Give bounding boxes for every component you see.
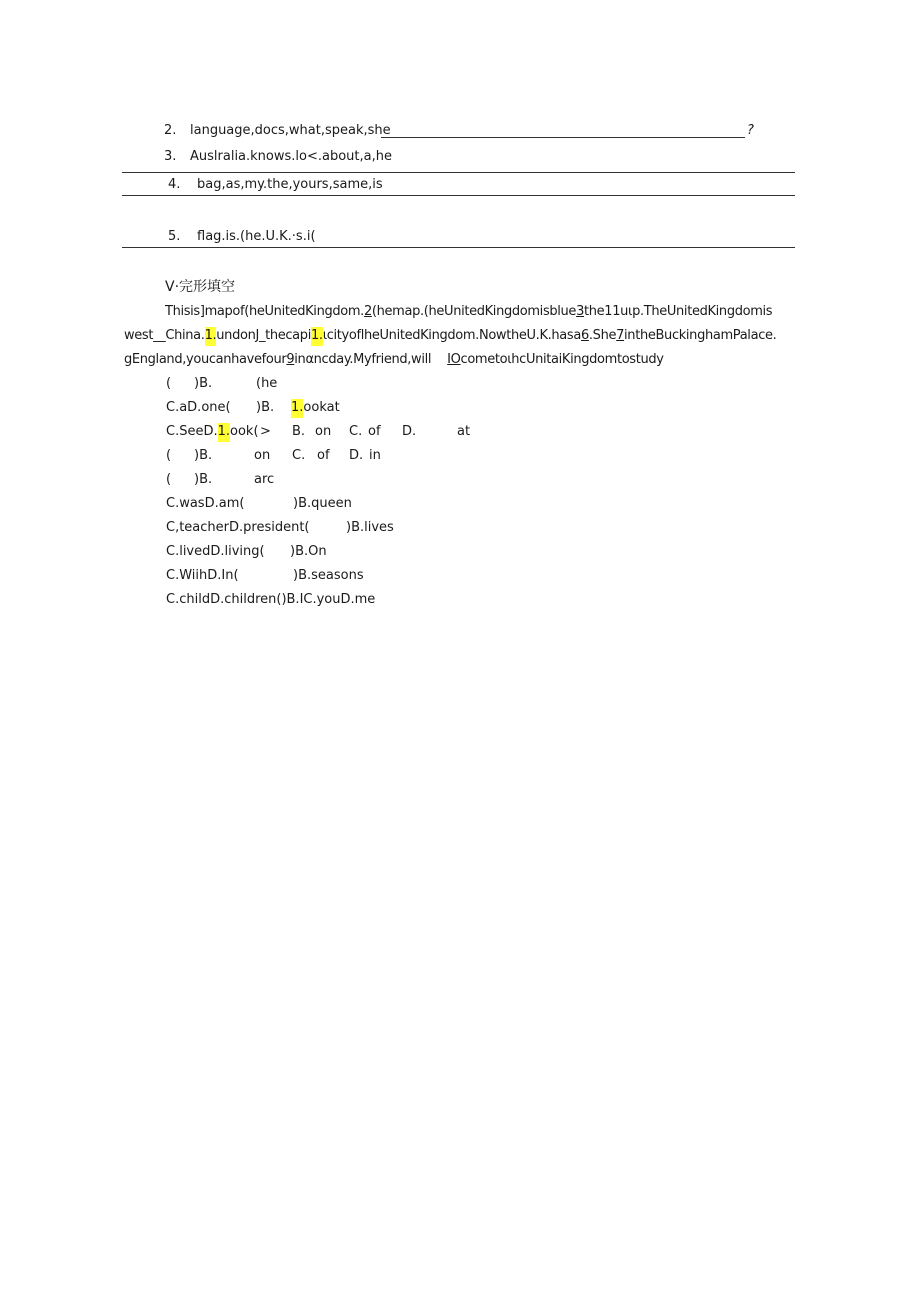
passage-text: gEngland,youcanhavefour <box>124 352 287 367</box>
item-number: 3. <box>164 149 177 164</box>
passage-text: .She <box>588 328 617 343</box>
option-text: of <box>317 448 330 463</box>
option-word: ookat <box>303 400 340 415</box>
passage-text: Thisis <box>165 304 200 319</box>
highlighted-blank: 1. <box>291 399 303 418</box>
answer-line <box>122 195 795 196</box>
option-text <box>166 424 259 440</box>
option-text: at <box>457 424 471 439</box>
passage-text: west__China. <box>124 328 205 343</box>
option-text: )B.queen <box>293 496 352 511</box>
highlighted-blank: 1. <box>205 327 217 346</box>
option-label: )B. <box>256 400 275 415</box>
blank-number: ] <box>199 304 205 319</box>
option-text: )B.lives <box>346 520 394 535</box>
passage-line-3 <box>124 352 664 368</box>
passage-text: cometoιhcUnitaiKingdomtostudy <box>460 352 664 367</box>
option-text: arc <box>254 472 275 487</box>
passage-line-2 <box>124 328 776 344</box>
option-label: D. <box>402 424 417 439</box>
option-text: )B.On <box>290 544 327 559</box>
blank-number: 6 <box>580 328 589 343</box>
answer-line <box>381 137 745 138</box>
item-4 <box>168 177 383 193</box>
option-text: on <box>315 424 332 439</box>
option-label: C. <box>292 448 306 463</box>
option-text: (he <box>256 376 278 391</box>
item-5 <box>168 229 316 245</box>
option-text: C.aD.one( <box>166 400 231 415</box>
item-words: bag,as,my.the,yours,same,is <box>197 177 383 192</box>
option-paren: ( <box>166 448 172 463</box>
passage-text: the11uιp.TheUnitedKingdomis <box>584 304 773 319</box>
answer-line <box>122 172 795 173</box>
passage-text: undonJ_thecapi <box>216 328 311 343</box>
item-number: 2. <box>164 123 177 138</box>
passage-text: ιcityoflheUnitedKingdom.NowtheU.K.hasa <box>322 328 581 343</box>
option-text: C.WiihD.In( <box>166 568 239 583</box>
option-label: )B. <box>194 448 213 463</box>
option-text: in <box>369 448 381 463</box>
option-text <box>291 400 340 416</box>
option-word: C.SeeD. <box>166 424 218 439</box>
blank-number: IO <box>447 352 461 367</box>
item-2 <box>164 123 391 139</box>
highlighted-blank: 1. <box>218 423 230 442</box>
option-label: )B. <box>194 376 213 391</box>
answer-line <box>122 247 795 248</box>
option-paren: ( <box>166 472 172 487</box>
blank-number: 3 <box>576 304 584 319</box>
option-label: C. <box>349 424 363 439</box>
option-text: )B.seasons <box>293 568 364 583</box>
option-label: D. <box>349 448 364 463</box>
option-text: C,teacherD.president( <box>166 520 310 535</box>
passage-text: (hemap.(heUnitedKingdomisblue <box>371 304 577 319</box>
item-number: 4. <box>168 177 181 192</box>
option-text: > <box>260 424 271 439</box>
option-text: of <box>368 424 381 439</box>
option-text: on <box>254 448 271 463</box>
item-words: Auslralia.knows.lo<.about,a,he <box>190 149 392 164</box>
passage-text: intheBuckinghamPalace. <box>624 328 777 343</box>
section-heading: V·完形填空 <box>165 279 236 295</box>
passage-line-1 <box>165 304 772 320</box>
item-words: language,docs,what,speak,she <box>190 123 391 138</box>
option-text: C.wasD.am( <box>166 496 245 511</box>
option-word: ook( <box>230 424 259 439</box>
option-paren: ( <box>166 376 172 391</box>
passage-text: inαncday.Myfriend,will <box>294 352 432 367</box>
passage-text: mapof(heUnitedKingdom. <box>204 304 364 319</box>
option-label: B. <box>292 424 306 439</box>
item-number: 5. <box>168 229 181 244</box>
highlighted-blank: 1. <box>311 327 323 346</box>
blank-number: 7 <box>616 328 625 343</box>
blank-number: 2 <box>363 304 372 319</box>
item-3 <box>164 149 392 165</box>
item-words: flag.is.(he.U.K.·s.i( <box>197 229 316 244</box>
option-label: )B. <box>194 472 213 487</box>
blank-number: 9 <box>286 352 295 367</box>
option-text: C.livedD.living( <box>166 544 265 559</box>
question-mark: ? <box>747 123 754 138</box>
option-text: C.childD.children()B.IC.youD.me <box>166 592 376 607</box>
